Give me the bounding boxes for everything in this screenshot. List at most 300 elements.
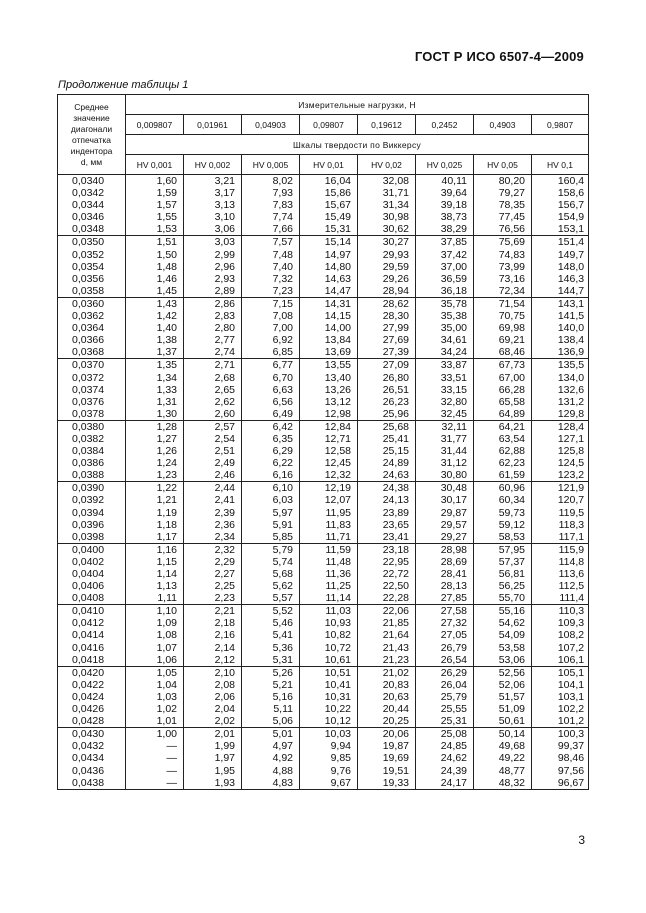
- hardness-value: 1,19: [156, 506, 177, 519]
- hardness-value: 1,26: [156, 445, 177, 458]
- hardness-value: 59,73: [498, 506, 525, 519]
- hardness-value: 62,88: [498, 445, 525, 458]
- hardness-value: 10,93: [324, 617, 351, 630]
- hardness-value: 1,55: [156, 211, 177, 224]
- hardness-column-cell: [416, 605, 474, 666]
- hardness-value: 1,10: [156, 605, 177, 618]
- hardness-value: 68,46: [498, 346, 525, 359]
- hardness-value: 28,30: [382, 310, 409, 323]
- hardness-value: 100,3: [557, 728, 585, 741]
- hardness-value: 7,83: [272, 199, 293, 212]
- hardness-value: 77,45: [498, 211, 525, 224]
- hardness-value: 24,38: [382, 482, 409, 495]
- hardness-value: 11,03: [325, 605, 351, 618]
- hardness-value: 113,6: [558, 568, 585, 580]
- hardness-column-cell: [532, 236, 589, 297]
- hardness-value: 5,46: [272, 617, 293, 630]
- hardness-value: 3,10: [214, 211, 235, 224]
- hardness-value: 67,00: [498, 371, 525, 384]
- hardness-value: 33,15: [440, 383, 467, 396]
- diagonal-value: 0,0388: [72, 469, 105, 482]
- hardness-column-cell: [358, 605, 416, 666]
- hardness-value: 160,4: [557, 175, 585, 187]
- hardness-value: 26,80: [382, 371, 409, 384]
- hardness-value: 2,60: [214, 407, 235, 420]
- hardness-value: 25,68: [382, 420, 409, 433]
- hardness-value: 27,39: [382, 346, 409, 359]
- hardness-value: 32,80: [440, 395, 467, 408]
- hardness-value: 64,21: [498, 420, 525, 433]
- hardness-value: 14,00: [324, 322, 351, 335]
- hardness-value: 135,5: [557, 359, 585, 372]
- hardness-value: 9,67: [330, 776, 351, 789]
- hardness-value: 2,06: [214, 690, 235, 703]
- hardness-value: 115,9: [558, 543, 585, 556]
- hardness-value: 10,51: [324, 666, 351, 679]
- hardness-value: 97,56: [557, 764, 585, 777]
- hardness-value: 1,37: [156, 346, 177, 359]
- hardness-value: 5,16: [272, 690, 293, 703]
- hardness-value: 29,93: [382, 248, 409, 261]
- hardness-value: 11,59: [325, 543, 351, 556]
- hardness-value: 5,62: [272, 580, 293, 593]
- hardness-value: 2,21: [214, 605, 235, 618]
- hardness-value: 1,35: [156, 359, 177, 372]
- hardness-value: 28,69: [440, 555, 467, 568]
- hardness-value: 50,61: [498, 715, 525, 728]
- hardness-value: 26,54: [440, 653, 467, 666]
- hardness-value: 27,85: [440, 592, 467, 605]
- hardness-column-cell: [126, 666, 184, 727]
- hardness-column-cell: [126, 236, 184, 297]
- hardness-value: 7,48: [272, 248, 293, 261]
- diagonal-value: 0,0384: [72, 445, 105, 458]
- hardness-value: 24,17: [440, 776, 467, 789]
- loads-group-header: Измерительные нагрузки, Н: [126, 95, 589, 115]
- diagonal-value: 0,0344: [72, 199, 105, 212]
- hardness-value: 2,10: [214, 666, 235, 679]
- hardness-column-cell: [126, 297, 184, 358]
- hardness-value: 2,96: [214, 260, 235, 273]
- hardness-column-cell: [184, 297, 242, 358]
- row-header-line: Среднее: [74, 101, 109, 112]
- hardness-value: 1,01: [156, 715, 177, 728]
- diagonal-value: 0,0416: [72, 641, 105, 654]
- hardness-value: 112,5: [558, 580, 585, 593]
- scales-group-header: Шкалы твердости по Виккерсу: [126, 135, 589, 155]
- table-row-group: [58, 482, 589, 543]
- hardness-value: 111,4: [559, 592, 585, 605]
- hardness-value: 5,97: [272, 506, 293, 519]
- hardness-value: 2,65: [214, 383, 235, 396]
- load-header: 0,9807: [532, 115, 589, 135]
- hardness-value: 1,48: [156, 260, 177, 273]
- hardness-value: 10,82: [324, 629, 351, 642]
- hardness-value: 22,72: [382, 568, 409, 580]
- hardness-value: 1,02: [156, 703, 177, 716]
- hardness-value: 23,65: [382, 518, 409, 531]
- diagonal-column-cell: [58, 482, 126, 543]
- diagonal-value: 0,0340: [72, 175, 105, 187]
- hardness-value: 29,26: [382, 272, 409, 285]
- hardness-column-cell: [474, 420, 532, 481]
- diagonal-value: 0,0430: [72, 728, 105, 741]
- hardness-value: 14,47: [324, 284, 351, 297]
- hardness-value: 13,55: [324, 359, 351, 372]
- hardness-value: 123,2: [557, 469, 585, 482]
- hardness-column-cell: [416, 666, 474, 727]
- hardness-value: 6,56: [272, 395, 293, 408]
- hardness-value: 25,55: [440, 703, 467, 716]
- hardness-value: 136,9: [557, 346, 585, 359]
- diagonal-value: 0,0398: [72, 530, 105, 543]
- hardness-value: 7,23: [272, 284, 293, 297]
- hardness-value: 1,18: [156, 518, 177, 531]
- load-header: 0,4903: [474, 115, 532, 135]
- hardness-value: 1,34: [156, 371, 177, 384]
- hardness-value: 27,58: [440, 605, 467, 618]
- hardness-value: 4,88: [272, 764, 293, 777]
- hardness-column-cell: [184, 175, 242, 236]
- hardness-value: 79,27: [498, 187, 525, 200]
- hardness-value: 1,05: [156, 666, 177, 679]
- hardness-value: 13,69: [324, 346, 351, 359]
- hardness-value: 1,21: [156, 494, 177, 507]
- hardness-value: 19,69: [382, 752, 409, 765]
- hardness-value: 21,85: [382, 617, 409, 630]
- diagonal-value: 0,0342: [72, 187, 105, 200]
- table-row-group: [58, 605, 589, 666]
- hardness-value: 39,64: [440, 187, 467, 200]
- hardness-value: 7,57: [272, 236, 293, 249]
- hardness-column-cell: [300, 236, 358, 297]
- hardness-value: 9,85: [330, 752, 351, 765]
- hardness-value: —: [166, 752, 177, 765]
- hardness-value: 2,80: [214, 322, 235, 335]
- hardness-value: 73,16: [498, 272, 525, 285]
- hardness-value: —: [166, 776, 177, 789]
- hardness-column-cell: [126, 359, 184, 420]
- hardness-value: 11,83: [325, 518, 351, 531]
- hardness-value: 153,1: [557, 223, 585, 236]
- hardness-value: 22,50: [382, 580, 409, 593]
- diagonal-value: 0,0364: [72, 322, 105, 335]
- hardness-value: 5,36: [272, 641, 293, 654]
- hardness-value: 15,31: [324, 223, 351, 236]
- hardness-value: 52,06: [498, 678, 525, 691]
- hardness-value: 29,59: [382, 260, 409, 273]
- hardness-value: 1,08: [156, 629, 177, 642]
- hardness-value: —: [166, 764, 177, 777]
- hardness-value: 5,26: [272, 666, 293, 679]
- hardness-value: 2,12: [214, 653, 235, 666]
- hardness-value: 5,21: [272, 678, 293, 691]
- hardness-column-cell: [474, 666, 532, 727]
- page-number: 3: [578, 833, 585, 847]
- hardness-value: 156,7: [557, 199, 585, 212]
- hardness-value: 1,00: [156, 728, 177, 741]
- hardness-value: 12,84: [324, 420, 351, 433]
- hardness-value: 128,4: [557, 420, 585, 433]
- hardness-value: 49,68: [498, 740, 525, 753]
- hardness-column-cell: [474, 482, 532, 543]
- hardness-value: 6,70: [272, 371, 293, 384]
- hardness-value: 11,71: [325, 530, 351, 543]
- hardness-value: 19,87: [382, 740, 409, 753]
- hardness-value: 120,7: [557, 494, 585, 507]
- hardness-value: 1,59: [156, 187, 177, 200]
- hardness-value: 24,89: [382, 457, 409, 470]
- hardness-value: 12,19: [324, 482, 351, 495]
- hardness-value: 30,27: [382, 236, 409, 249]
- hardness-value: 5,79: [272, 543, 293, 556]
- hardness-column-cell: [300, 605, 358, 666]
- hardness-column-cell: [184, 236, 242, 297]
- diagonal-column-cell: [58, 605, 126, 666]
- hardness-value: 2,16: [214, 629, 235, 642]
- hardness-value: 10,22: [324, 703, 351, 716]
- hardness-value: 6,22: [272, 457, 293, 470]
- diagonal-value: 0,0410: [72, 605, 105, 618]
- scale-header: HV 0,001: [126, 155, 184, 175]
- hardness-value: 5,74: [272, 555, 293, 568]
- hardness-value: 30,17: [440, 494, 467, 507]
- hardness-value: 6,63: [272, 383, 293, 396]
- hardness-value: 20,06: [382, 728, 409, 741]
- hardness-value: 134,0: [557, 371, 585, 384]
- load-header: 0,09807: [300, 115, 358, 135]
- hardness-value: 22,06: [382, 605, 409, 618]
- hardness-value: 1,45: [156, 284, 177, 297]
- hardness-value: 10,31: [324, 690, 351, 703]
- hardness-value: 32,45: [440, 407, 467, 420]
- diagonal-value: 0,0396: [72, 518, 105, 531]
- diagonal-value: 0,0370: [72, 359, 105, 372]
- hardness-value: 117,1: [558, 530, 585, 543]
- hardness-column-cell: [474, 728, 532, 789]
- diagonal-column-cell: [58, 666, 126, 727]
- diagonal-value: 0,0400: [72, 543, 105, 556]
- hardness-value: 26,79: [440, 641, 467, 654]
- hardness-column-cell: [184, 482, 242, 543]
- hardness-value: 63,54: [498, 432, 525, 445]
- hardness-value: 28,94: [382, 284, 409, 297]
- hardness-value: 1,33: [156, 383, 177, 396]
- hardness-value: 54,62: [498, 617, 525, 630]
- hardness-value: 40,11: [441, 175, 467, 187]
- hardness-value: 37,42: [440, 248, 467, 261]
- hardness-value: 25,41: [382, 432, 409, 445]
- hardness-value: 60,34: [498, 494, 525, 507]
- hardness-value: 1,93: [214, 776, 235, 789]
- hardness-value: 1,17: [156, 530, 177, 543]
- diagonal-value: 0,0420: [72, 666, 105, 679]
- hardness-value: 2,39: [214, 506, 235, 519]
- scale-header: HV 0,05: [474, 155, 532, 175]
- hardness-column-cell: [184, 605, 242, 666]
- hardness-value: 24,62: [440, 752, 467, 765]
- hardness-value: 23,18: [382, 543, 409, 556]
- hardness-value: 2,36: [214, 518, 235, 531]
- hardness-value: 2,08: [214, 678, 235, 691]
- hardness-value: 73,99: [498, 260, 525, 273]
- hardness-value: 2,71: [214, 359, 235, 372]
- hardness-value: 14,97: [324, 248, 351, 261]
- hardness-value: 5,41: [272, 629, 293, 642]
- hardness-column-cell: [358, 728, 416, 789]
- hardness-value: 6,03: [272, 494, 293, 507]
- hardness-value: 5,85: [272, 530, 293, 543]
- hardness-value: 13,84: [324, 334, 351, 347]
- hardness-value: 1,31: [156, 395, 177, 408]
- diagonal-value: 0,0360: [72, 297, 105, 310]
- hardness-column-cell: [416, 543, 474, 604]
- hardness-value: 27,05: [440, 629, 467, 642]
- hardness-value: 6,10: [272, 482, 293, 495]
- hardness-value: 1,38: [156, 334, 177, 347]
- hardness-value: 67,73: [498, 359, 525, 372]
- hardness-value: 10,72: [324, 641, 351, 654]
- hardness-value: 2,99: [214, 248, 235, 261]
- hardness-value: 1,24: [156, 457, 177, 470]
- hardness-value: 11,25: [325, 580, 351, 593]
- hardness-value: 71,54: [498, 297, 525, 310]
- hardness-column-cell: [474, 236, 532, 297]
- hardness-value: 6,49: [272, 407, 293, 420]
- hardness-value: 1,60: [156, 175, 177, 187]
- hardness-value: 5,68: [272, 568, 293, 580]
- loads-row: [58, 115, 589, 135]
- hardness-value: 12,58: [324, 445, 351, 458]
- diagonal-column-cell: [58, 728, 126, 789]
- hardness-value: 1,14: [156, 568, 177, 580]
- hardness-value: 1,30: [156, 407, 177, 420]
- load-header: 0,04903: [242, 115, 300, 135]
- hardness-value: 7,66: [272, 223, 293, 236]
- scales-row: [58, 155, 589, 175]
- hardness-value: 36,59: [440, 272, 467, 285]
- hardness-value: 131,2: [557, 395, 585, 408]
- table-row-group: [58, 297, 589, 358]
- hardness-value: 14,15: [324, 310, 351, 323]
- hardness-value: 7,15: [272, 297, 293, 310]
- diagonal-value: 0,0432: [72, 740, 105, 753]
- hardness-value: 51,09: [498, 703, 525, 716]
- hardness-value: 1,16: [156, 543, 177, 556]
- hardness-value: 28,62: [382, 297, 409, 310]
- hardness-value: 1,04: [156, 678, 177, 691]
- hardness-value: 23,89: [382, 506, 409, 519]
- hardness-value: 22,95: [382, 555, 409, 568]
- hardness-value: 25,96: [382, 407, 409, 420]
- hardness-value: 12,45: [324, 457, 351, 470]
- hardness-column-cell: [416, 728, 474, 789]
- hardness-value: 11,36: [325, 568, 351, 580]
- table-row-group: [58, 666, 589, 727]
- hardness-value: 13,40: [324, 371, 351, 384]
- hardness-value: 38,73: [440, 211, 467, 224]
- scale-header: HV 0,002: [184, 155, 242, 175]
- hardness-value: 2,89: [214, 284, 235, 297]
- hardness-value: 27,69: [382, 334, 409, 347]
- hardness-value: 140,0: [557, 322, 585, 335]
- diagonal-value: 0,0346: [72, 211, 105, 224]
- hardness-value: 55,16: [498, 605, 525, 618]
- hardness-value: 154,9: [557, 211, 585, 224]
- hardness-value: 49,22: [498, 752, 525, 765]
- hardness-column-cell: [300, 543, 358, 604]
- load-header: 0,2452: [416, 115, 474, 135]
- hardness-column-cell: [416, 297, 474, 358]
- hardness-value: 9,76: [330, 764, 351, 777]
- hardness-column-cell: [474, 175, 532, 236]
- hardness-value: 4,97: [272, 740, 293, 753]
- hardness-value: 4,92: [272, 752, 293, 765]
- hardness-value: 2,02: [214, 715, 235, 728]
- hardness-value: 148,0: [557, 260, 585, 273]
- row-header-line: диагонали: [70, 123, 113, 134]
- hardness-value: 5,01: [272, 728, 293, 741]
- diagonal-column-cell: [58, 420, 126, 481]
- hardness-value: 31,44: [440, 445, 467, 458]
- hardness-value: 21,43: [382, 641, 409, 654]
- hardness-column-cell: [242, 728, 300, 789]
- diagonal-value: 0,0426: [72, 703, 105, 716]
- hardness-value: 29,87: [440, 506, 467, 519]
- hardness-value: 1,11: [157, 592, 177, 605]
- hardness-column-cell: [126, 420, 184, 481]
- hardness-value: 70,75: [498, 310, 525, 323]
- table-caption: Продолжение таблицы 1: [58, 79, 189, 91]
- hardness-value: 11,95: [325, 506, 351, 519]
- diagonal-value: 0,0366: [72, 334, 105, 347]
- hardness-value: —: [166, 740, 177, 753]
- hardness-value: 57,95: [498, 543, 525, 556]
- hardness-value: 32,08: [382, 175, 409, 187]
- hardness-value: 19,33: [382, 776, 409, 789]
- diagonal-value: 0,0382: [72, 432, 105, 445]
- hardness-column-cell: [126, 482, 184, 543]
- diagonal-column-cell: [58, 359, 126, 420]
- hardness-value: 6,16: [272, 469, 293, 482]
- table-row-group: [58, 236, 589, 297]
- hardness-value: 57,37: [498, 555, 525, 568]
- hardness-value: 151,4: [557, 236, 585, 249]
- hardness-value: 33,87: [440, 359, 467, 372]
- hardness-column-cell: [126, 543, 184, 604]
- hardness-value: 96,67: [557, 776, 585, 789]
- row-header-cell: [58, 95, 126, 175]
- hardness-column-cell: [358, 482, 416, 543]
- hardness-value: 26,51: [382, 383, 409, 396]
- row-header-line: индентора: [70, 145, 113, 156]
- hardness-value: 20,83: [382, 678, 409, 691]
- hardness-value: 1,46: [156, 272, 177, 285]
- hardness-column-cell: [242, 236, 300, 297]
- hardness-value: 72,34: [498, 284, 525, 297]
- hardness-value: 29,57: [440, 518, 467, 531]
- hardness-value: 2,77: [214, 334, 235, 347]
- hardness-value: 14,80: [324, 260, 351, 273]
- hardness-value: 31,77: [440, 432, 467, 445]
- hardness-value: 32,11: [441, 420, 467, 433]
- hardness-value: 53,06: [498, 653, 525, 666]
- diagonal-value: 0,0376: [72, 395, 105, 408]
- hardness-value: 110,3: [558, 605, 585, 618]
- hardness-column-cell: [532, 666, 589, 727]
- hardness-column-cell: [358, 666, 416, 727]
- diagonal-value: 0,0352: [72, 248, 105, 261]
